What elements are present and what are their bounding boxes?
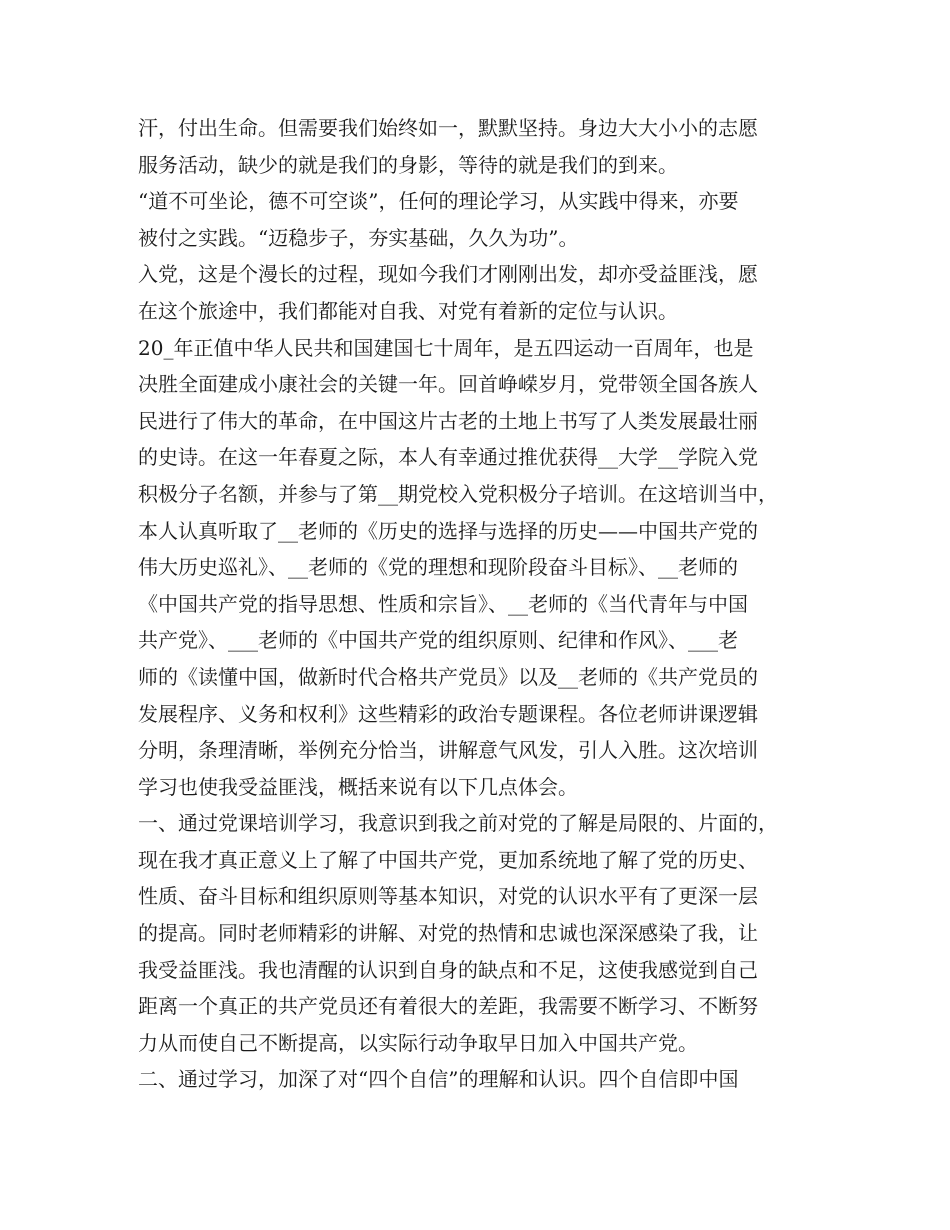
text-line: 伟大历史巡礼》、__老师的《党的理想和现阶段奋斗目标》、__老师的 xyxy=(138,555,738,580)
text-line: 现在我才真正意义上了解了中国共产党，更加系统地了解了党的历史、 xyxy=(138,847,758,872)
text-line: 性质、奋斗目标和组织原则等基本知识，对党的认识水平有了更深一层 xyxy=(138,884,758,909)
text-line: 民进行了伟大的革命，在中国这片古老的土地上书写了人类发展最壮丽 xyxy=(138,408,758,433)
text-line: 20_年正值中华人民共和国建国七十周年，是五四运动一百周年，也是 xyxy=(138,335,754,360)
text-line: 在这个旅途中，我们都能对自我、对党有着新的定位与认识。 xyxy=(138,298,678,323)
text-line: 决胜全面建成小康社会的关键一年。回首峥嵘岁月，党带领全国各族人 xyxy=(138,372,758,397)
text-line: 力从而使自己不断提高，以实际行动争取早日加入中国共产党。 xyxy=(138,1030,698,1055)
text-line: 距离一个真正的共产党员还有着很大的差距，我需要不断学习、不断努 xyxy=(138,994,758,1019)
text-line: 二、通过学习，加深了对“四个自信”的理解和认识。四个自信即中国 xyxy=(138,1067,739,1092)
text-line: 服务活动，缺少的就是我们的身影，等待的就是我们的到来。 xyxy=(138,152,678,177)
text-line: 本人认真听取了__老师的《历史的选择与选择的历史——中国共产党的 xyxy=(138,518,758,543)
text-line: “道不可坐论，德不可空谈”，任何的理论学习，从实践中得来，亦要 xyxy=(138,189,739,214)
text-line: 入党，这是个漫长的过程，现如今我们才刚刚出发，却亦受益匪浅，愿 xyxy=(138,262,758,287)
text-line: 我受益匪浅。我也清醒的认识到自身的缺点和不足，这使我感觉到自己 xyxy=(138,957,758,982)
text-line: 学习也使我受益匪浅，概括来说有以下几点体会。 xyxy=(138,774,578,799)
text-line: 共产党》、___老师的《中国共产党的组织原则、纪律和作风》、___老 xyxy=(138,628,738,653)
text-line: 积极分子名额，并参与了第__期党校入党积极分子培训。在这培训当中， xyxy=(138,481,778,506)
text-line: 《中国共产党的指导思想、性质和宗旨》、__老师的《当代青年与中国 xyxy=(138,591,748,616)
text-line: 一、通过党课培训学习，我意识到我之前对党的了解是局限的、片面的， xyxy=(138,811,778,836)
text-line: 发展程序、义务和权利》这些精彩的政治专题课程。各位老师讲课逻辑 xyxy=(138,701,758,726)
text-line: 的史诗。在这一年春夏之际，本人有幸通过推优获得__大学__学院入党 xyxy=(138,445,758,470)
document-body xyxy=(138,110,818,1098)
text-line: 汗，付出生命。但需要我们始终如一，默默坚持。身边大大小小的志愿 xyxy=(138,116,758,140)
text-line: 分明，条理清晰，举例充分恰当，讲解意气风发，引人入胜。这次培训 xyxy=(138,738,758,763)
text-line: 被付之实践。“迈稳步子，夯实基础，久久为功”。 xyxy=(138,225,579,250)
text-line: 的提高。同时老师精彩的讲解、对党的热情和忠诚也深深感染了我，让 xyxy=(138,921,758,946)
text-line: 师的《读懂中国，做新时代合格共产党员》以及__老师的《共产党员的 xyxy=(138,664,758,689)
